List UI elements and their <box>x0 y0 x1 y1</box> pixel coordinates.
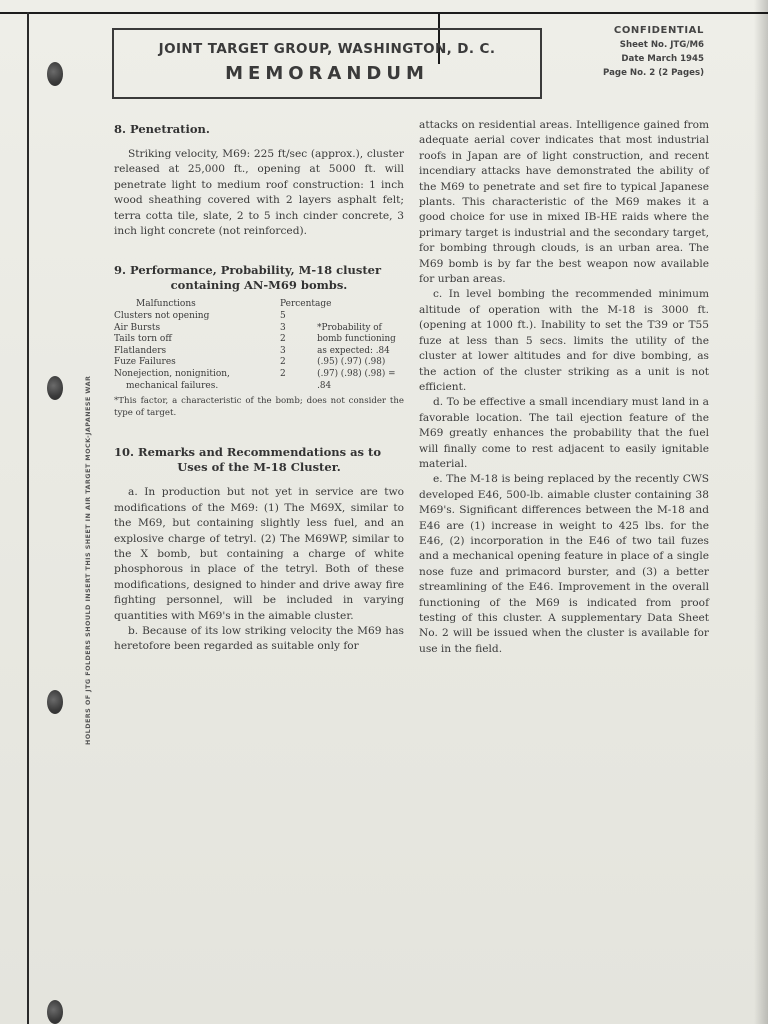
left-column <box>114 122 404 655</box>
section-9 <box>114 263 404 419</box>
section-10-para-c: c. In level bombing the recommended minimum altitude of operation with the M-18 is 3000 ft. (opening at 1000 ft.). Inability to set the T39 or T55 fuze at less than 5 secs. limits the utility of the cluster at lower altitudes and for dive bombing, as the action of the cluster striking as a unit is not efficient. <box>419 288 709 393</box>
section-9-heading-line2: containing AN-M69 bombs. <box>170 278 348 293</box>
section-10 <box>114 445 404 654</box>
document-date: Date March 1945 <box>621 54 704 64</box>
table-row <box>114 334 404 346</box>
punch-hole-icon <box>47 1000 63 1024</box>
probability-note: bomb functioning <box>317 334 396 345</box>
section-10-para-d: d. To be effective a small incendiary must land in a favorable location. The tail ejection feature of the M69 greatly enhances the probability that the fuel will finally come to rest adjacent to easily ignitable material. <box>419 396 709 470</box>
probability-note: .84 <box>317 380 332 391</box>
table-row <box>114 311 404 323</box>
column-header-percentage: Percentage <box>279 299 332 310</box>
organization-title: JOINT TARGET GROUP, WASHINGTON, D. C. <box>158 41 496 57</box>
malfunction-value: 2 <box>279 369 286 379</box>
probability-note: *Probability of <box>317 322 382 333</box>
malfunction-label: Fuze Failures <box>114 357 176 368</box>
malfunction-value: 5 <box>279 311 286 322</box>
page-number: Page No. 2 (2 Pages) <box>603 68 704 78</box>
malfunction-label: mechanical failures. <box>126 380 219 391</box>
malfunction-label: Clusters not opening <box>114 311 210 322</box>
left-margin-line <box>27 12 29 1024</box>
section-8-text: Striking velocity, M69: 225 ft/sec (approx.), cluster released at 25,000 ft., opening at 5000 ft. will penetrate light to medium roof construction: 1 inch wood sheathing covered with 2 layers asphalt felt; terra cotta tile, slate, 2 to 5 inch cinder concrete, 3 inch light concrete (not reinforced). <box>114 148 404 238</box>
malfunction-value: 3 <box>279 345 286 356</box>
table-row <box>114 357 404 369</box>
probability-note: (.97) (.98) (.98) = <box>317 369 396 379</box>
section-10-para-b-continued: attacks on residential areas. Intelligence gained from adequate aerial cover indicates that most industrial roofs in Japan are of light construction, and recent incendiary attacks have demonstrated the ability of the M69 to penetrate and set fire to typical Japanese plants. This characteristic of the M69 makes it a good choice for use in mixed IB-HE raids where the primary target is industrial and the secondary target, for bombing through clouds, is an urban area. The M69 bomb is by far the best weapon now available for urban areas. <box>419 119 709 286</box>
memorandum-title: MEMORANDUM <box>225 63 429 84</box>
section-9-heading-line1: 9. Performance, Probability, M-18 cluster <box>114 263 382 278</box>
punch-hole-icon <box>47 62 63 86</box>
malfunction-value: 3 <box>279 322 286 333</box>
punch-hole-icon <box>47 376 63 400</box>
document-meta <box>603 24 704 80</box>
table-row <box>114 346 404 358</box>
section-10-heading-line2: Uses of the M-18 Cluster. <box>177 460 341 475</box>
malfunctions-table <box>114 299 404 392</box>
table-row <box>114 323 404 335</box>
table-header-row <box>114 299 404 311</box>
malfunction-label: Flatlanders <box>114 345 167 356</box>
column-header-malfunctions: Malfunctions <box>136 299 196 310</box>
right-column <box>419 118 709 657</box>
top-border-line <box>0 12 768 14</box>
section-10-para-a: a. In production but not yet in service are two modifications of the M69: (1) The M69X, similar to the M69, but containing slightly less fuel, and an explosive charge of tetryl. (2) The M69WP, similar to the X bomb, but containing a charge of white phosphorous in place of the tetryl. Both of these modifications, designed to hinder and drive away fire fighting personnel, will be included in varying quantities with M69's in the aimable cluster. <box>114 486 404 622</box>
malfunction-label: Air Bursts <box>114 322 161 333</box>
malfunction-label: Nonejection, nonignition, <box>114 369 230 379</box>
table-row <box>114 369 404 381</box>
filing-instruction: HOLDERS OF JTG FOLDERS SHOULD INSERT THIS SHEET IN AIR TARGET MOCK-JAPANESE WAR <box>84 375 92 745</box>
memo-header <box>112 28 542 99</box>
table-row <box>114 381 404 393</box>
malfunction-value: 2 <box>279 357 286 368</box>
malfunction-value: 2 <box>279 334 286 345</box>
classification-label: CONFIDENTIAL <box>613 25 704 36</box>
section-10-para-b: b. Because of its low striking velocity the M69 has heretofore been regarded as suitable only for <box>114 625 404 653</box>
section-10-heading-line1: 10. Remarks and Recommendations as to <box>114 445 382 460</box>
probability-note <box>317 311 404 323</box>
section-8-heading: 8. Penetration. <box>114 122 210 136</box>
table-footnote: *This factor, a characteristic of the bomb; does not consider the type of target. <box>114 396 404 418</box>
punch-hole-icon <box>47 690 63 714</box>
malfunction-value <box>274 381 317 393</box>
page-edge-shadow <box>754 0 768 1024</box>
section-10-para-e: e. The M-18 is being replaced by the recently CWS developed E46, 500-lb. aimable cluster containing 38 M69's. Significant differences between the M-18 and E46 are (1) increase in weight to 425 lbs. for the E46, (2) incorporation in the E46 of two tail fuzes and a mechanical opening feature in place of a single nose fuze and primacord burster, and (3) a better streamlining of the E46. Improvement in the overall functioning of the M69 is indicated from proof testing of this cluster. A supplementary Data Sheet No. 2 will be issued when the cluster is available for use in the field. <box>419 473 709 655</box>
probability-note: as expected: .84 <box>317 345 390 356</box>
sheet-number: Sheet No. JTG/M6 <box>619 40 704 50</box>
malfunction-label: Tails torn off <box>114 334 172 345</box>
probability-note: (.95) (.97) (.98) <box>317 357 386 368</box>
